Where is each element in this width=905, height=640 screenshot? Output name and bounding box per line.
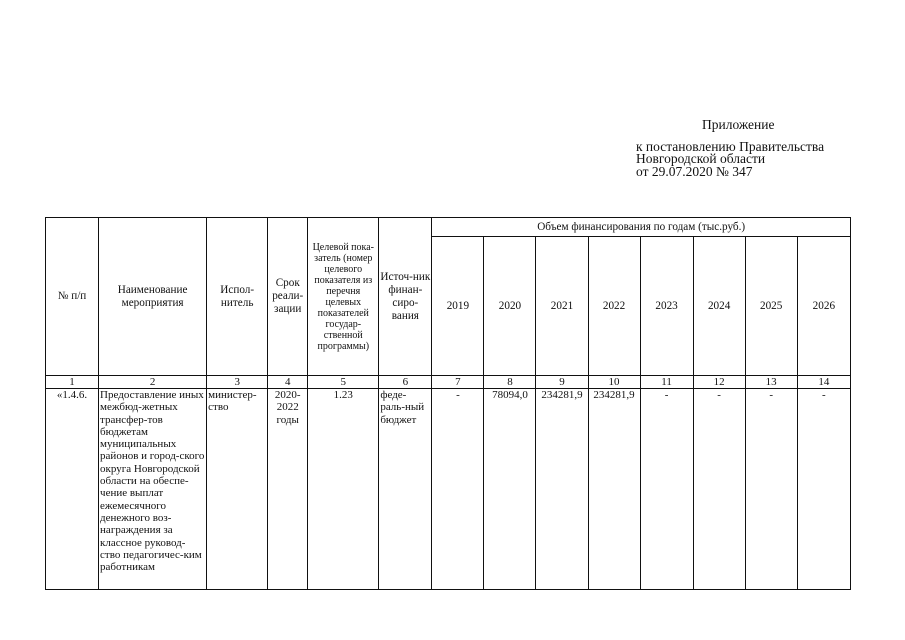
- header-period: Срок реали-зации: [268, 218, 308, 376]
- header-target-indicator: Целевой пока-затель (номер целевого показателя из перечня целевых показателей государ-ственной программы): [308, 218, 379, 376]
- column-number: 5: [308, 376, 379, 389]
- column-number: 8: [484, 376, 536, 389]
- row-amount-2019: -: [432, 389, 484, 590]
- header-year: 2023: [640, 237, 693, 376]
- column-number: 12: [693, 376, 745, 389]
- header-year: 2021: [536, 237, 588, 376]
- table-row: [46, 389, 851, 590]
- header-funding-source: Источ-ник финан-сиро-вания: [379, 218, 432, 376]
- appendix-title: Приложение: [702, 117, 775, 132]
- header-no: № п/п: [46, 218, 99, 376]
- column-number: 7: [432, 376, 484, 389]
- row-amount-2020: 78094,0: [484, 389, 536, 590]
- column-number-row: [46, 376, 851, 389]
- header-year: 2022: [588, 237, 640, 376]
- row-activity-name: Предоставление иных межбюд-жетных трансфер-тов бюджетам муниципальных районов и город-ского округа Новгородской области на обеспе-чение выплат ежемесячного денежного воз-награждения за классное руковод-ство педагогичес-ким работникам: [99, 389, 207, 590]
- column-number: 13: [745, 376, 797, 389]
- row-amount-2024: -: [693, 389, 745, 590]
- column-number: 1: [46, 376, 99, 389]
- row-amount-2023: -: [640, 389, 693, 590]
- column-number: 9: [536, 376, 588, 389]
- row-funding-source: феде-раль-ный бюджет: [379, 389, 432, 590]
- header-executor: Испол-нитель: [207, 218, 268, 376]
- column-number: 4: [268, 376, 308, 389]
- row-number: «1.4.6.: [46, 389, 99, 590]
- row-amount-2021: 234281,9: [536, 389, 588, 590]
- appendix-line-3: от 29.07.2020 № 347: [636, 163, 753, 179]
- header-name: Наименование мероприятия: [99, 218, 207, 376]
- row-amount-2026: -: [797, 389, 850, 590]
- row-period: 2020-2022 годы: [268, 389, 308, 590]
- column-number: 3: [207, 376, 268, 389]
- header-funding-group: Объем финансирования по годам (тыс.руб.): [432, 218, 851, 237]
- row-executor: министер-ство: [207, 389, 268, 590]
- header-year: 2025: [745, 237, 797, 376]
- row-amount-2025: -: [745, 389, 797, 590]
- column-number: 10: [588, 376, 640, 389]
- appendix-line-2: Новгородской области: [636, 151, 766, 166]
- column-number: 14: [797, 376, 850, 389]
- header-year: 2024: [693, 237, 745, 376]
- header-row-top: [46, 218, 851, 237]
- column-number: 2: [99, 376, 207, 389]
- row-target-indicator: 1.23: [308, 389, 379, 590]
- header-year: 2020: [484, 237, 536, 376]
- header-year: 2026: [797, 237, 850, 376]
- column-number: 11: [640, 376, 693, 389]
- header-year: 2019: [432, 237, 484, 376]
- appendix-line-1: к постановлению Правительства: [636, 138, 825, 154]
- column-number: 6: [379, 376, 432, 389]
- financing-table: [45, 217, 851, 590]
- appendix-block: [636, 119, 896, 178]
- row-amount-2022: 234281,9: [588, 389, 640, 590]
